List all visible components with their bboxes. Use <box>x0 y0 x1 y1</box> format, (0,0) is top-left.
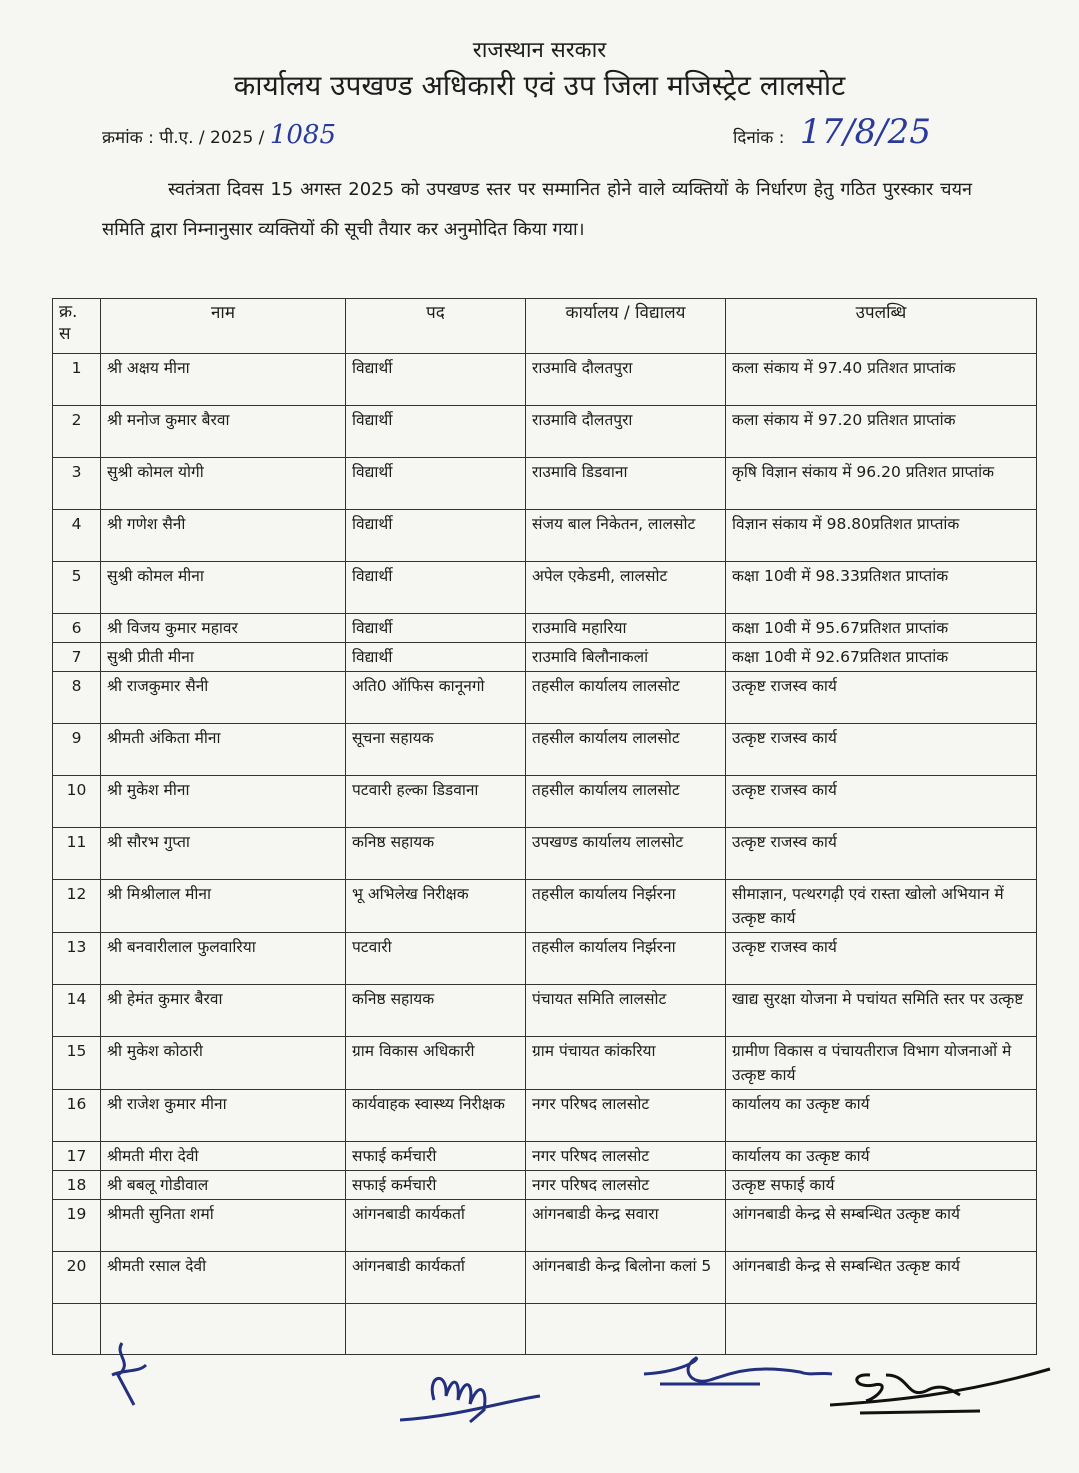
row-post: विद्यार्थी <box>346 458 526 510</box>
row-office: उपखण्ड कार्यालय लालसोट <box>526 828 726 880</box>
table-row <box>53 1037 1037 1090</box>
row-serial: 5 <box>53 562 101 614</box>
intro-paragraph: स्वतंत्रता दिवस 15 अगस्त 2025 को उपखण्ड स्तर पर सम्मानित होने वाले व्यक्तियों के निर्धारण हेतु गठित पुरस्कार चयन समिति द्वारा निम्नानुसार व्यक्तियों की सूची तैयार कर अनुमोदित किया गया। <box>102 179 972 240</box>
row-serial: 7 <box>53 643 101 672</box>
row-serial: 1 <box>53 354 101 406</box>
row-post: विद्यार्थी <box>346 406 526 458</box>
table-row <box>53 1171 1037 1200</box>
table-header-row <box>53 299 1037 354</box>
row-office: राउमावि दौलतपुरा <box>526 406 726 458</box>
row-name: श्री बनवारीलाल फुलवारिया <box>101 933 346 985</box>
row-office: तहसील कार्यालय निर्झरना <box>526 933 726 985</box>
row-achievement: उत्कृष्ट राजस्व कार्य <box>726 776 1037 828</box>
row-office: नगर परिषद लालसोट <box>526 1090 726 1142</box>
table-row <box>53 406 1037 458</box>
table-row-blank <box>53 1304 1037 1355</box>
row-achievement: सीमाज्ञान, पत्थरगढ़ी एवं रास्ता खोलो अभियान में उत्कृष्ट कार्य <box>726 880 1037 933</box>
row-name: श्री मुकेश कोठारी <box>101 1037 346 1090</box>
table-row <box>53 1142 1037 1171</box>
row-name: श्री राजेश कुमार मीना <box>101 1090 346 1142</box>
row-achievement: आंगनबाडी केन्द्र से सम्बन्धित उत्कृष्ट कार्य <box>726 1252 1037 1304</box>
row-serial: 9 <box>53 724 101 776</box>
row-achievement: उत्कृष्ट राजस्व कार्य <box>726 828 1037 880</box>
row-post: विद्यार्थी <box>346 510 526 562</box>
signature-initial <box>104 1335 154 1415</box>
row-office: आंगनबाडी केन्द्र बिलोना कलां 5 <box>526 1252 726 1304</box>
row-post: विद्यार्थी <box>346 643 526 672</box>
blank-cell <box>526 1304 726 1355</box>
table-row <box>53 1090 1037 1142</box>
row-office: नगर परिषद लालसोट <box>526 1171 726 1200</box>
row-name: श्री हेमंत कुमार बैरवा <box>101 985 346 1037</box>
row-post: विद्यार्थी <box>346 562 526 614</box>
row-office: तहसील कार्यालय लालसोट <box>526 776 726 828</box>
row-achievement: आंगनबाडी केन्द्र से सम्बन्धित उत्कृष्ट कार्य <box>726 1200 1037 1252</box>
table-row <box>53 643 1037 672</box>
row-achievement: विज्ञान संकाय में 98.80प्रतिशत प्राप्तांक <box>726 510 1037 562</box>
row-post: कनिष्ठ सहायक <box>346 985 526 1037</box>
row-office: तहसील कार्यालय निर्झरना <box>526 880 726 933</box>
row-name: श्री राजकुमार सैनी <box>101 672 346 724</box>
row-name: श्री अक्षय मीना <box>101 354 346 406</box>
row-achievement: ग्रामीण विकास व पंचायतीराज विभाग योजनाओं मे उत्कृष्ट कार्य <box>726 1037 1037 1090</box>
government-heading: राजस्थान सरकार <box>472 38 607 63</box>
reference-line <box>102 120 336 150</box>
row-post: भू अभिलेख निरीक्षक <box>346 880 526 933</box>
row-name: सुश्री कोमल मीना <box>101 562 346 614</box>
row-office: संजय बाल निकेतन, लालसोट <box>526 510 726 562</box>
row-office: राउमावि डिडवाना <box>526 458 726 510</box>
row-achievement: कक्षा 10वी में 98.33प्रतिशत प्राप्तांक <box>726 562 1037 614</box>
row-name: श्री मनोज कुमार बैरवा <box>101 406 346 458</box>
row-office: आंगनबाडी केन्द्र सवारा <box>526 1200 726 1252</box>
row-post: विद्यार्थी <box>346 354 526 406</box>
row-serial: 14 <box>53 985 101 1037</box>
row-achievement: कक्षा 10वी में 92.67प्रतिशत प्राप्तांक <box>726 643 1037 672</box>
table-row <box>53 354 1037 406</box>
row-achievement: कक्षा 10वी में 95.67प्रतिशत प्राप्तांक <box>726 614 1037 643</box>
row-achievement: उत्कृष्ट सफाई कार्य <box>726 1171 1037 1200</box>
signature-three <box>640 1350 840 1400</box>
table-row <box>53 828 1037 880</box>
row-name: श्री गणेश सैनी <box>101 510 346 562</box>
table-row <box>53 614 1037 643</box>
row-serial: 15 <box>53 1037 101 1090</box>
row-serial: 17 <box>53 1142 101 1171</box>
row-post: आंगनबाडी कार्यकर्ता <box>346 1252 526 1304</box>
row-office: अपेल एकेडमी, लालसोट <box>526 562 726 614</box>
table-row <box>53 776 1037 828</box>
reference-label: क्रमांक : पी.ए. / 2025 / <box>102 128 265 148</box>
table-row <box>53 880 1037 933</box>
row-post: अति0 ऑफिस कानूनगो <box>346 672 526 724</box>
row-post: सफाई कर्मचारी <box>346 1142 526 1171</box>
row-name: श्रीमती रसाल देवी <box>101 1252 346 1304</box>
row-serial: 20 <box>53 1252 101 1304</box>
date-value: 17/8/25 <box>799 112 931 152</box>
row-post: विद्यार्थी <box>346 614 526 643</box>
row-achievement: उत्कृष्ट राजस्व कार्य <box>726 724 1037 776</box>
row-serial: 2 <box>53 406 101 458</box>
row-office: राउमावि महारिया <box>526 614 726 643</box>
row-name: श्री सौरभ गुप्ता <box>101 828 346 880</box>
table-row <box>53 933 1037 985</box>
row-achievement: कला संकाय में 97.40 प्रतिशत प्राप्तांक <box>726 354 1037 406</box>
signature-two <box>400 1360 550 1430</box>
table-row <box>53 510 1037 562</box>
row-serial: 11 <box>53 828 101 880</box>
row-serial: 12 <box>53 880 101 933</box>
row-office: तहसील कार्यालय लालसोट <box>526 672 726 724</box>
date-label: दिनांक : <box>733 128 785 148</box>
table-row <box>53 985 1037 1037</box>
row-achievement: उत्कृष्ट राजस्व कार्य <box>726 933 1037 985</box>
row-achievement: खाद्य सुरक्षा योजना मे पचांयत समिति स्तर पर उत्कृष्ट <box>726 985 1037 1037</box>
row-serial: 4 <box>53 510 101 562</box>
row-post: पटवारी <box>346 933 526 985</box>
row-office: पंचायत समिति लालसोट <box>526 985 726 1037</box>
row-office: राउमावि बिलौनाकलां <box>526 643 726 672</box>
row-name: श्री बबलू गोडीवाल <box>101 1171 346 1200</box>
date-line <box>733 112 931 152</box>
row-post: सूचना सहायक <box>346 724 526 776</box>
row-office: राउमावि दौलतपुरा <box>526 354 726 406</box>
row-office: ग्राम पंचायत कांकरिया <box>526 1037 726 1090</box>
row-office: नगर परिषद लालसोट <box>526 1142 726 1171</box>
row-achievement: कृषि विज्ञान संकाय में 96.20 प्रतिशत प्राप्तांक <box>726 458 1037 510</box>
awardee-table <box>52 298 1037 1355</box>
table-row <box>53 672 1037 724</box>
row-serial: 10 <box>53 776 101 828</box>
row-serial: 16 <box>53 1090 101 1142</box>
row-name: श्रीमती मीरा देवी <box>101 1142 346 1171</box>
row-post: ग्राम विकास अधिकारी <box>346 1037 526 1090</box>
table-row <box>53 458 1037 510</box>
row-post: कनिष्ठ सहायक <box>346 828 526 880</box>
row-serial: 6 <box>53 614 101 643</box>
blank-cell <box>53 1304 101 1355</box>
row-name: श्रीमती अंकिता मीना <box>101 724 346 776</box>
row-achievement: कार्यालय का उत्कृष्ट कार्य <box>726 1090 1037 1142</box>
row-post: आंगनबाडी कार्यकर्ता <box>346 1200 526 1252</box>
header-serial: क्र. स <box>53 299 101 354</box>
header-name: नाम <box>101 299 346 354</box>
row-name: श्रीमती सुनिता शर्मा <box>101 1200 346 1252</box>
table-row <box>53 724 1037 776</box>
header-achievement: उपलब्धि <box>726 299 1037 354</box>
row-post: पटवारी हल्का डिडवाना <box>346 776 526 828</box>
table-row <box>53 1252 1037 1304</box>
row-name: श्री मुकेश मीना <box>101 776 346 828</box>
row-serial: 19 <box>53 1200 101 1252</box>
blank-cell <box>726 1304 1037 1355</box>
blank-cell <box>346 1304 526 1355</box>
row-serial: 3 <box>53 458 101 510</box>
row-achievement: कार्यालय का उत्कृष्ट कार्य <box>726 1142 1037 1171</box>
row-name: सुश्री प्रीती मीना <box>101 643 346 672</box>
row-serial: 8 <box>53 672 101 724</box>
header-office: कार्यालय / विद्यालय <box>526 299 726 354</box>
table-row <box>53 1200 1037 1252</box>
row-achievement: उत्कृष्ट राजस्व कार्य <box>726 672 1037 724</box>
row-name: श्री मिश्रीलाल मीना <box>101 880 346 933</box>
row-achievement: कला संकाय में 97.20 प्रतिशत प्राप्तांक <box>726 406 1037 458</box>
reference-number: 1085 <box>269 120 336 150</box>
office-heading: कार्यालय उपखण्ड अधिकारी एवं उप जिला मजिस्ट्रेट लालसोट <box>233 69 846 102</box>
row-serial: 13 <box>53 933 101 985</box>
row-name: श्री विजय कुमार महावर <box>101 614 346 643</box>
table-row <box>53 562 1037 614</box>
row-post: कार्यवाहक स्वास्थ्य निरीक्षक <box>346 1090 526 1142</box>
row-name: सुश्री कोमल योगी <box>101 458 346 510</box>
row-serial: 18 <box>53 1171 101 1200</box>
row-office: तहसील कार्यालय लालसोट <box>526 724 726 776</box>
signature-four <box>830 1355 1060 1425</box>
row-post: सफाई कर्मचारी <box>346 1171 526 1200</box>
header-post: पद <box>346 299 526 354</box>
